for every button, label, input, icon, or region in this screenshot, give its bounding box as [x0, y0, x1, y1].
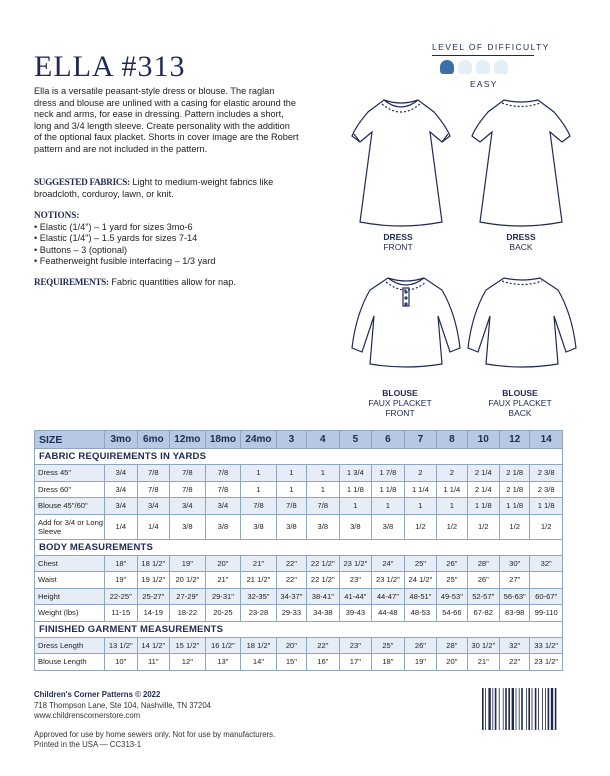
table-cell: 19 1/2": [137, 572, 170, 589]
table-cell: 18": [105, 555, 138, 572]
table-cell: 1 3/4: [339, 465, 372, 482]
table-cell: 1 1/8: [500, 498, 530, 515]
table-cell: 26": [437, 555, 467, 572]
table-cell: 1/2: [530, 514, 563, 539]
table-cell: 13 1/2": [105, 637, 138, 654]
dress-front-illustration: [346, 92, 456, 232]
table-section-title: FABRIC REQUIREMENTS IN YARDS: [35, 449, 563, 465]
table-cell: 24 1/2": [404, 572, 437, 589]
table-section-title: BODY MEASUREMENTS: [35, 539, 563, 555]
table-cell: 18 1/2": [241, 637, 277, 654]
view-blouse-front: [345, 388, 455, 418]
table-cell: 23": [339, 637, 372, 654]
table-cell: 2 1/8: [500, 465, 530, 482]
table-section-row: [35, 621, 563, 637]
table-cell: [530, 572, 563, 589]
table-cell: 32": [500, 637, 530, 654]
table-cell: 83-98: [500, 605, 530, 622]
table-cell: 7/8: [137, 481, 170, 498]
table-cell: 21": [467, 654, 500, 671]
table-cell: 1/2: [500, 514, 530, 539]
table-cell: 2 3/8: [530, 481, 563, 498]
table-cell: 26": [404, 637, 437, 654]
table-cell: 32": [530, 555, 563, 572]
barcode-bar: [499, 688, 500, 730]
thimble-icon: [476, 60, 490, 74]
notion-item: • Elastic (1/4") – 1.5 yards for sizes 7-14: [34, 233, 304, 245]
table-cell: 14": [241, 654, 277, 671]
table-row: [35, 498, 563, 515]
table-cell: 28": [437, 637, 467, 654]
view-blouse-back: [465, 388, 575, 418]
view-sub: FRONT: [385, 408, 415, 418]
table-cell: 2 1/4: [467, 465, 500, 482]
barcode-bar: [551, 688, 553, 730]
table-row-label: Weight (lbs): [35, 605, 105, 622]
table-cell: 20": [205, 555, 241, 572]
table-cell: 34-37": [276, 588, 306, 605]
table-cell: 20": [437, 654, 467, 671]
suggested-fabrics-text: Light to medium-weight fabrics like broadcloth, corduroy, lawn, or knit.: [34, 177, 274, 199]
suggested-fabrics-label: SUGGESTED FABRICS:: [34, 177, 130, 187]
table-cell: 23 1/2": [372, 572, 405, 589]
thimble-icon: [440, 60, 454, 74]
size-column-header: 24mo: [241, 431, 277, 449]
view-name: BLOUSE: [502, 388, 538, 398]
notion-item: • Elastic (1/4") – 1 yard for sizes 3mo-6: [34, 222, 304, 234]
table-cell: 1 1/4: [404, 481, 437, 498]
size-column-header: 8: [437, 431, 467, 449]
view-name: DRESS: [506, 232, 536, 242]
barcode-bar: [488, 688, 490, 730]
barcode-bar: [492, 688, 493, 730]
table-cell: 25-27": [137, 588, 170, 605]
table-cell: 44-47": [372, 588, 405, 605]
table-cell: 1/2: [437, 514, 467, 539]
table-cell: 15": [276, 654, 306, 671]
size-column-header: 3: [276, 431, 306, 449]
view-name: BLOUSE: [382, 388, 418, 398]
table-cell: 7/8: [241, 498, 277, 515]
table-cell: 34-38: [307, 605, 340, 622]
barcode-bar: [535, 688, 537, 730]
table-cell: 7/8: [307, 498, 340, 515]
table-cell: 19": [105, 572, 138, 589]
table-cell: 3/4: [205, 498, 241, 515]
table-cell: 1: [276, 465, 306, 482]
table-row-label: Chest: [35, 555, 105, 572]
footer-address: 718 Thompson Lane, Ste 104, Nashville, TN 37204: [34, 700, 211, 710]
footer-printed: Printed in the USA — CC313-1: [34, 740, 142, 749]
view-sub: BACK: [508, 408, 532, 418]
size-chart-table: [34, 430, 563, 671]
blouse-front-illustration: [346, 270, 466, 370]
view-sub: FAUX PLACKET: [368, 398, 432, 408]
table-cell: 3/8: [241, 514, 277, 539]
table-cell: 3/4: [105, 481, 138, 498]
table-cell: 3/4: [170, 498, 206, 515]
table-cell: 7/8: [205, 465, 241, 482]
table-cell: 1: [404, 498, 437, 515]
table-cell: 2: [404, 465, 437, 482]
table-cell: 7/8: [170, 465, 206, 482]
table-cell: 25": [372, 637, 405, 654]
barcode-bar: [503, 688, 504, 730]
footer-approved: Approved for use by home sewers only. Not for use by manufacturers.: [34, 729, 276, 739]
requirements-text: Fabric quantities allow for nap.: [108, 277, 236, 287]
table-row-label: Dress 45": [35, 465, 105, 482]
size-column-header: 12: [500, 431, 530, 449]
table-cell: 22 1/2": [307, 555, 340, 572]
barcode-bar: [505, 688, 507, 730]
difficulty-value: EASY: [470, 79, 498, 89]
table-cell: 7/8: [170, 481, 206, 498]
difficulty-divider: [432, 55, 534, 56]
pattern-description: Ella is a versatile peasant-style dress or blouse. The raglan dress and blouse are unlined with a casing for elastic around the neck and arms, for ease in dressing. Pattern includes a short, long and 3/4 length sleeve. Create personality with the addition of the optional faux placket. Shorts in cover image are the Robert pattern and are not included in the pattern.: [34, 86, 299, 154]
barcode-bar: [512, 688, 514, 730]
blouse-back-illustration: [462, 270, 582, 370]
table-cell: 41-44": [339, 588, 372, 605]
table-cell: 11-15: [105, 605, 138, 622]
table-cell: 14-19: [137, 605, 170, 622]
table-cell: 1 1/8: [372, 481, 405, 498]
table-cell: 2: [437, 465, 467, 482]
barcode-bar: [508, 688, 510, 730]
thimble-icon: [494, 60, 508, 74]
table-cell: 1 1/8: [339, 481, 372, 498]
table-row-label: Dress Length: [35, 637, 105, 654]
table-cell: 22-25": [105, 588, 138, 605]
table-row-label: Height: [35, 588, 105, 605]
table-row: [35, 605, 563, 622]
table-cell: 1: [307, 465, 340, 482]
view-dress-front: [343, 232, 453, 252]
table-section-row: [35, 449, 563, 465]
size-column-header: 6mo: [137, 431, 170, 449]
table-cell: 12": [170, 654, 206, 671]
table-cell: 39-43: [339, 605, 372, 622]
table-cell: 2 1/8: [500, 481, 530, 498]
table-cell: 1: [241, 481, 277, 498]
notions: [34, 210, 304, 268]
table-cell: 49-53": [437, 588, 467, 605]
table-section-row: [35, 539, 563, 555]
table-cell: 20 1/2": [170, 572, 206, 589]
table-cell: 7/8: [137, 465, 170, 482]
table-cell: 1/4: [105, 514, 138, 539]
table-cell: 30 1/2": [467, 637, 500, 654]
table-cell: 99-110: [530, 605, 563, 622]
size-column-header: 14: [530, 431, 563, 449]
table-row: [35, 481, 563, 498]
table-cell: 18-22: [170, 605, 206, 622]
barcode-bar: [526, 688, 527, 730]
table-cell: 27": [500, 572, 530, 589]
table-cell: 20-25: [205, 605, 241, 622]
size-column-header: 7: [404, 431, 437, 449]
page-title: ELLA #313: [34, 50, 186, 83]
barcode-bar: [545, 688, 546, 730]
view-dress-back: [466, 232, 576, 252]
table-cell: 60-67": [530, 588, 563, 605]
barcode-bar: [528, 688, 530, 730]
table-cell: 1: [307, 481, 340, 498]
difficulty-thimbles: [440, 60, 508, 74]
table-cell: 1 1/8: [530, 498, 563, 515]
table-cell: 1: [372, 498, 405, 515]
footer: [34, 690, 275, 751]
barcode-bar: [516, 688, 517, 730]
barcode-bar: [548, 688, 550, 730]
table-cell: 1 1/8: [467, 498, 500, 515]
footer-company: Children's Corner Patterns © 2022: [34, 690, 161, 699]
size-column-header: 6: [372, 431, 405, 449]
size-column-header: 4: [307, 431, 340, 449]
table-cell: 23 1/2": [530, 654, 563, 671]
table-cell: 1 1/4: [437, 481, 467, 498]
view-name: DRESS: [383, 232, 413, 242]
table-cell: 56-63": [500, 588, 530, 605]
table-cell: 52-57": [467, 588, 500, 605]
table-cell: 15 1/2": [170, 637, 206, 654]
table-cell: 13": [205, 654, 241, 671]
table-cell: 1: [437, 498, 467, 515]
table-cell: 3/8: [276, 514, 306, 539]
table-cell: 19": [404, 654, 437, 671]
table-cell: 1/4: [137, 514, 170, 539]
table-cell: 10": [105, 654, 138, 671]
table-cell: 1/2: [467, 514, 500, 539]
table-cell: 3/4: [105, 498, 138, 515]
table-cell: 22": [500, 654, 530, 671]
difficulty-label: LEVEL OF DIFFICULTY: [432, 42, 550, 52]
table-cell: 20": [276, 637, 306, 654]
notion-item: • Buttons – 3 (optional): [34, 245, 304, 257]
table-row-label: Blouse Length: [35, 654, 105, 671]
table-cell: 1 7/8: [372, 465, 405, 482]
table-cell: 32-35": [241, 588, 277, 605]
table-cell: 22 1/2": [307, 572, 340, 589]
table-cell: 1: [339, 498, 372, 515]
table-cell: 7/8: [205, 481, 241, 498]
table-cell: 33 1/2": [530, 637, 563, 654]
barcode-bar: [485, 688, 486, 730]
suggested-fabrics: [34, 177, 304, 200]
table-row: [35, 588, 563, 605]
size-column-header: 5: [339, 431, 372, 449]
table-row: [35, 637, 563, 654]
table-cell: 1/2: [404, 514, 437, 539]
table-cell: 16": [307, 654, 340, 671]
view-sub: BACK: [509, 242, 533, 252]
table-cell: 28": [467, 555, 500, 572]
table-cell: 3/4: [105, 465, 138, 482]
table-cell: 25": [437, 572, 467, 589]
size-column-header: 12mo: [170, 431, 206, 449]
table-row: [35, 514, 563, 539]
footer-website: www.childrenscornerstore.com: [34, 711, 141, 720]
table-cell: 30": [500, 555, 530, 572]
size-column-header: 18mo: [205, 431, 241, 449]
view-sub: FAUX PLACKET: [488, 398, 552, 408]
table-cell: 18 1/2": [137, 555, 170, 572]
table-cell: 21 1/2": [241, 572, 277, 589]
table-cell: 19": [170, 555, 206, 572]
thimble-icon: [458, 60, 472, 74]
notions-label: NOTIONS:: [34, 210, 80, 220]
barcode-bar: [555, 688, 557, 730]
size-column-header: 3mo: [105, 431, 138, 449]
table-cell: 67-82: [467, 605, 500, 622]
barcode-bar: [495, 688, 497, 730]
table-section-title: FINISHED GARMENT MEASUREMENTS: [35, 621, 563, 637]
notion-item: • Featherweight fusible interfacing – 1/3 yard: [34, 256, 304, 268]
table-row: [35, 555, 563, 572]
table-cell: 25": [404, 555, 437, 572]
requirements-label: REQUIREMENTS:: [34, 277, 109, 287]
barcode-bar: [532, 688, 533, 730]
table-cell: 54-66: [437, 605, 467, 622]
view-sub: FRONT: [383, 242, 413, 252]
table-cell: 23 1/2": [339, 555, 372, 572]
table-cell: 44-48: [372, 605, 405, 622]
size-column-header: 10: [467, 431, 500, 449]
dress-back-illustration: [466, 92, 576, 232]
table-cell: 18": [372, 654, 405, 671]
table-cell: 29-33: [276, 605, 306, 622]
table-cell: 3/8: [307, 514, 340, 539]
table-cell: 3/8: [205, 514, 241, 539]
notions-list: [34, 222, 304, 268]
table-row-label: Blouse 45"/60": [35, 498, 105, 515]
table-cell: 38-41": [307, 588, 340, 605]
table-cell: 48-53: [404, 605, 437, 622]
table-cell: 23-28: [241, 605, 277, 622]
table-cell: 21": [205, 572, 241, 589]
table-cell: 23": [339, 572, 372, 589]
barcode: [480, 686, 562, 738]
size-header: SIZE: [35, 431, 105, 449]
table-row: [35, 572, 563, 589]
barcode-bar: [538, 688, 539, 730]
table-cell: 21": [241, 555, 277, 572]
table-cell: 7/8: [276, 498, 306, 515]
table-row: [35, 465, 563, 482]
table-cell: 1: [276, 481, 306, 498]
table-header-row: [35, 431, 563, 449]
table-cell: 29-31": [205, 588, 241, 605]
table-cell: 22": [276, 572, 306, 589]
table-cell: 2 1/4: [467, 481, 500, 498]
table-row-label: Add for 3/4 or Long Sleeve: [35, 514, 105, 539]
table-cell: 14 1/2": [137, 637, 170, 654]
table-cell: 11": [137, 654, 170, 671]
table-row-label: Dress 60": [35, 481, 105, 498]
barcode-bar: [519, 688, 520, 730]
barcode-bar: [542, 688, 543, 730]
barcode-bar: [482, 688, 484, 730]
table-cell: 3/8: [170, 514, 206, 539]
table-cell: 22": [276, 555, 306, 572]
table-row: [35, 654, 563, 671]
table-cell: 2 3/8: [530, 465, 563, 482]
table-cell: 16 1/2": [205, 637, 241, 654]
table-row-label: Waist: [35, 572, 105, 589]
barcode-bar: [521, 688, 523, 730]
table-cell: 17": [339, 654, 372, 671]
table-cell: 24": [372, 555, 405, 572]
table-cell: 3/4: [137, 498, 170, 515]
table-cell: 3/8: [372, 514, 405, 539]
table-cell: 27-29": [170, 588, 206, 605]
table-cell: 48-51": [404, 588, 437, 605]
table-cell: 22": [307, 637, 340, 654]
table-cell: 3/8: [339, 514, 372, 539]
table-cell: 1: [241, 465, 277, 482]
requirements: [34, 277, 304, 289]
table-cell: 26": [467, 572, 500, 589]
